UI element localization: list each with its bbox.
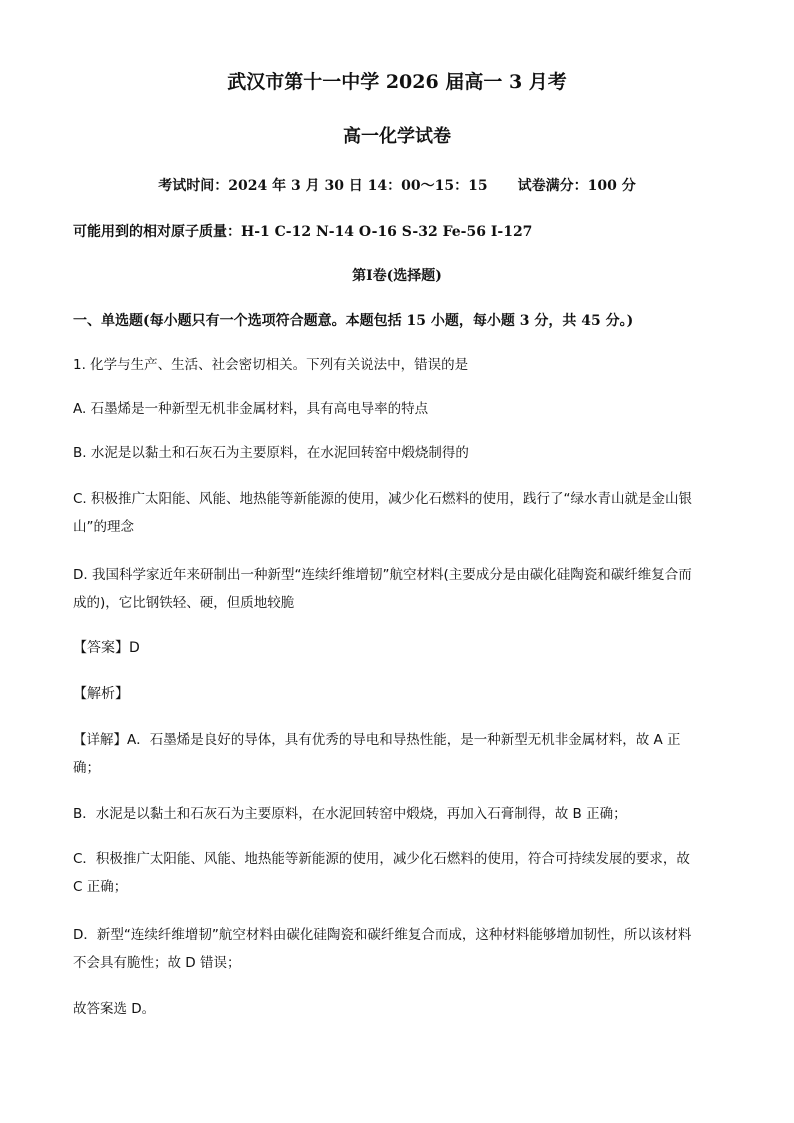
answer-line: [73, 638, 723, 658]
option-d-line1: D. 我国科学家近年来研制出一种新型“连续纤维增韧”航空材料(主要成分是由碳化硅陶瓷和碳纤维复合而: [73, 567, 692, 583]
detail-label: 【详解】: [73, 732, 127, 748]
detail-d-line2: 不会具有脆性；故 D 错误；: [73, 955, 241, 971]
detail-c-line1: C．积极推广太阳能、风能、地热能等新能源的使用，减少化石燃料的使用，符合可持续发展的要求，故: [73, 851, 690, 867]
detail-a-line1: [73, 730, 723, 750]
exam-time: 考试时间：2024 年 3 月 30 日 14：00～15：15: [158, 178, 488, 194]
section-heading: 一、单选题(每小题只有一个选项符合题意。本题包括 15 小题，每小题 3 分，共 45 分。): [73, 313, 634, 329]
option-c-line2: 山”的理念: [73, 519, 134, 535]
answer-label: 【答案】: [73, 640, 129, 656]
option-b: B. 水泥是以黏土和石灰石为主要原料，在水泥回转窑中煅烧制得的: [73, 445, 469, 461]
detail-a-line2: 确；: [73, 760, 100, 776]
option-d-line2: 成的)，它比钢铁轻、硬，但质地较脆: [73, 595, 295, 611]
full-score: 试卷满分：100 分: [517, 178, 636, 194]
volume-heading: 第Ⅰ卷(选择题): [352, 268, 442, 284]
atomic-masses: 可能用到的相对原子质量：H-1 C-12 N-14 O-16 S-32 Fe-56 I-127: [73, 224, 533, 240]
question-stem: 1. 化学与生产、生活、社会密切相关。下列有关说法中，错误的是: [73, 357, 469, 373]
exam-info: [0, 176, 794, 196]
answer-value: D: [129, 640, 140, 656]
detail-b: B．水泥是以黏土和石灰石为主要原料，在水泥回转窑中煅烧，再加入石膏制得，故 B 正确；: [73, 806, 627, 822]
detail-c-line2: C 正确；: [73, 879, 128, 895]
exam-subtitle: 高一化学试卷: [343, 126, 451, 147]
analysis-label: 【解析】: [73, 686, 129, 702]
detail-d-line1: D．新型“连续纤维增韧”航空材料由碳化硅陶瓷和碳纤维复合而成，这种材料能够增加韧性，所以该材料: [73, 927, 692, 943]
option-c-line1: C. 积极推广太阳能、风能、地热能等新能源的使用，减少化石燃料的使用，践行了“绿水青山就是金山银: [73, 491, 693, 507]
detail-a-text: A．石墨烯是良好的导体，具有优秀的导电和导热性能，是一种新型无机非金属材料，故 A 正: [127, 732, 681, 748]
exam-title: 武汉市第十一中学 2026 届高一 3 月考: [227, 71, 567, 93]
conclusion: 故答案选 D。: [73, 1001, 156, 1017]
option-a: A. 石墨烯是一种新型无机非金属材料，具有高电导率的特点: [73, 401, 429, 417]
